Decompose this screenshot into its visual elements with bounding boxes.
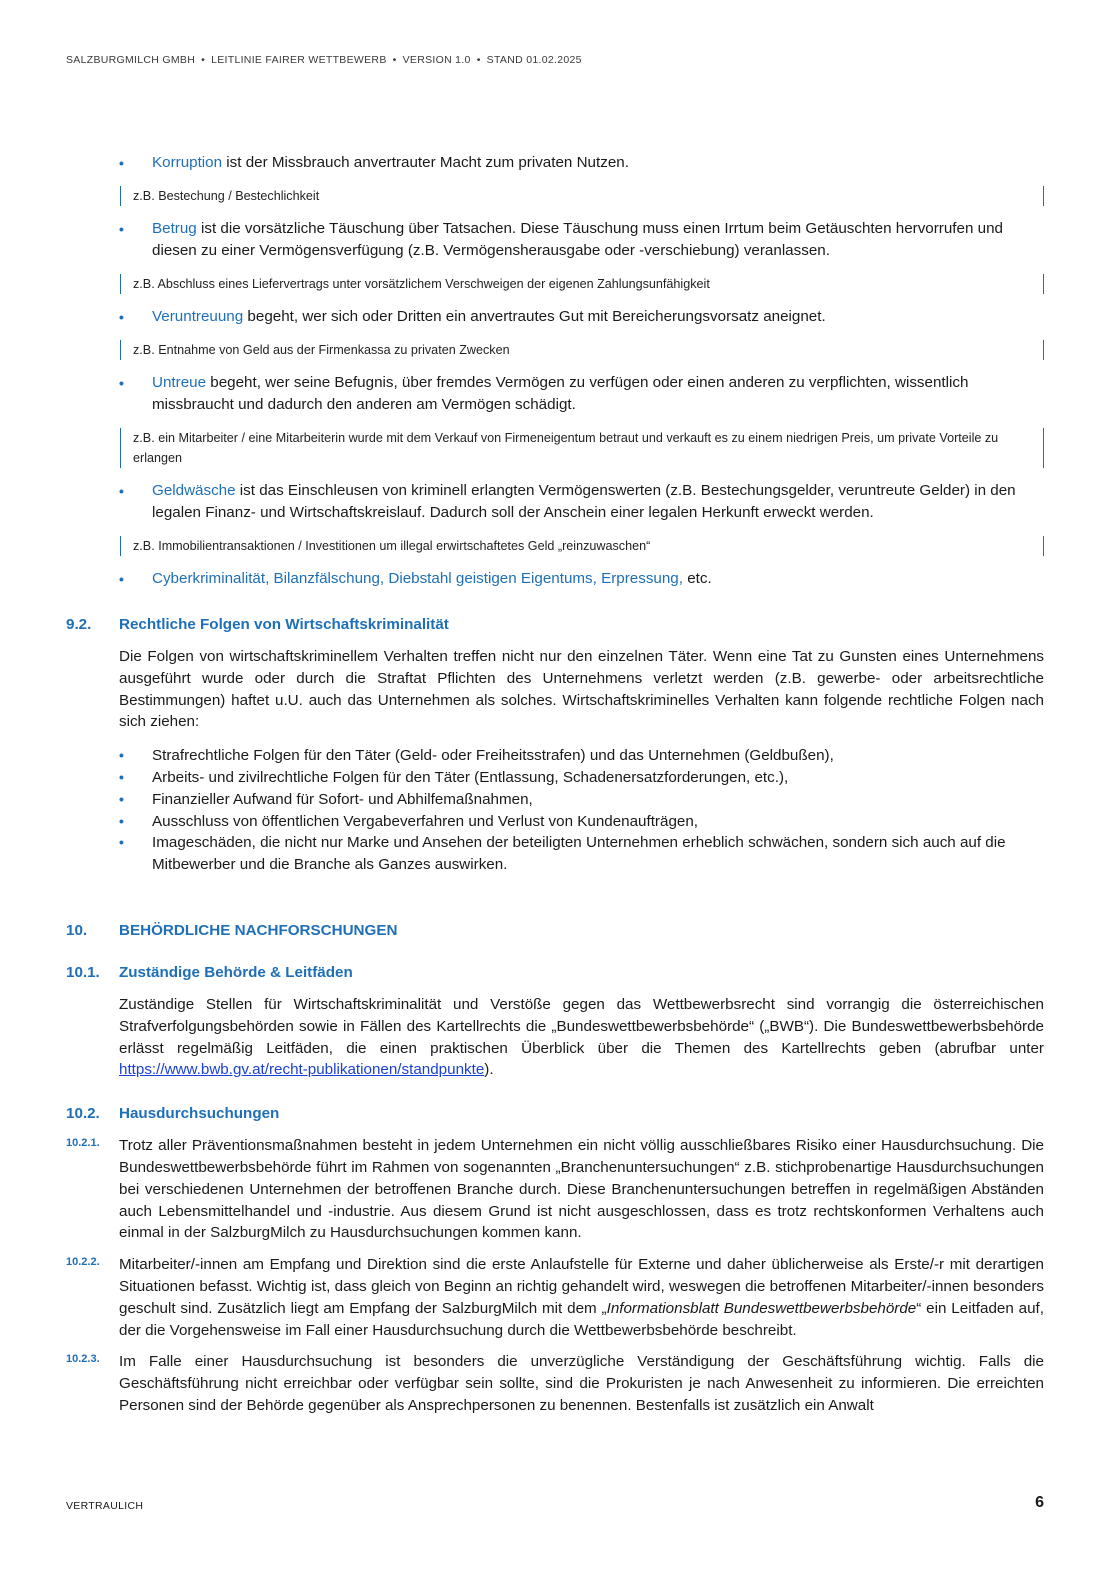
header-document-title: LEITLINIE FAIRER WETTBEWERB <box>211 54 387 66</box>
definition-item: • Geldwäsche ist das Einschleusen von kriminell erlangten Vermögenswerten (z.B. Bestechungsgelder, veruntreute Gelder) in den legalen Finanz- und Wirtschaftskreislauf. Dadurch soll der Anschein einer legalen Herkunft erweckt werden. <box>119 482 1016 521</box>
paragraph-number: 10.2.1. <box>66 1137 100 1150</box>
numbered-paragraph <box>66 1351 1044 1416</box>
example-box: z.B. Immobilientransaktionen / Investitionen um illegal erwirtschaftetes Geld „reinzuwaschen“ <box>120 536 1044 556</box>
paragraph-text: Im Falle einer Hausdurchsuchung ist besonders die unverzügliche Verständigung der Geschäftsführung wichtig. Falls die Geschäftsführung nicht erreichbar oder verfügbar sein sollte, sind die Prokuristen je nach Anwesenheit zu informieren. Die erreichten Personen sind der Behörde gegenüber als Ansprechpersonen zu benennen. Bestenfalls ist zusätzlich ein Anwalt <box>119 1353 1044 1414</box>
example-box: z.B. ein Mitarbeiter / eine Mitarbeiterin wurde mit dem Verkauf von Firmeneigentum betraut und verkauft es zu einem niedrigen Preis, um private Vorteile zu erlangen <box>120 428 1044 468</box>
list-item: • Arbeits- und zivilrechtliche Folgen für den Täter (Entlassung, Schadenersatzforderungen, etc.), <box>66 767 1044 789</box>
bullet-icon: • <box>119 571 124 587</box>
example-box: z.B. Entnahme von Geld aus der Firmenkassa zu privaten Zwecken <box>120 340 1044 360</box>
header-date: STAND 01.02.2025 <box>486 54 582 66</box>
bullet-icon: • <box>119 747 124 764</box>
definition-item: • Korruption ist der Missbrauch anvertrauter Macht zum privaten Nutzen. <box>66 152 1044 174</box>
chapter-heading: 10. BEHÖRDLICHE NACHFORSCHUNGEN <box>66 921 398 939</box>
section-10 <box>66 920 1044 942</box>
section-heading: 9.2. Rechtliche Folgen von Wirtschaftskriminalität <box>66 616 449 633</box>
section-9-2 <box>66 614 1044 876</box>
section-10-1 <box>66 962 1044 1081</box>
page-number: 6 <box>1035 1494 1044 1511</box>
bullet-icon: • <box>119 375 124 391</box>
bwb-standpunkte-link[interactable]: https://www.bwb.gv.at/recht-publikationen/standpunkte <box>119 1061 485 1079</box>
header-version: VERSION 1.0 <box>402 54 471 66</box>
page-content <box>66 152 1044 1417</box>
bullet-icon: • <box>119 155 124 171</box>
section-heading: 10.1. Zuständige Behörde & Leitfäden <box>66 963 353 981</box>
consequences-list <box>66 745 1044 876</box>
numbered-paragraph <box>66 1135 1044 1244</box>
example-box: z.B. Bestechung / Bestechlichkeit <box>120 186 1044 206</box>
definition-item: • Veruntreuung begeht, wer sich oder Dritten ein anvertrautes Gut mit Bereicherungsvorsatz aneignet. <box>66 306 1044 328</box>
bullet-icon: • <box>119 768 124 785</box>
paragraph-text: Mitarbeiter/-innen am Empfang und Direktion sind die erste Anlaufstelle für Externe und daher üblicherweise als Erste/-r mit derartigen Situationen befasst. Wichtig ist, dass gleich von Beginn an richtig gehandelt wird, weswegen die betroffenen Mitarbeiter/-innen besonders geschult sind. Zusätzlich liegt am Empfang der SalzburgMilch mit dem „Informationsblatt Bundeswettbewerbsbehörde“ ein Leitfaden auf, der die Vorgehensweise im Fall einer Hausdurchsuchung durch die Wettbewerbsbehörde beschreibt. <box>119 1256 1044 1339</box>
paragraph-text: Trotz aller Präventionsmaßnahmen besteht in jedem Unternehmen ein nicht völlig ausschließbares Risiko einer Hausdurchsuchung. Die Bundeswettbewerbsbehörde führt im Rahmen von sogenannten „Branchenuntersuchungen“ z.B. stichprobenartige Hausdurchsuchungen bei verschiedenen Unternehmen der betroffenen Branche durch. Diese Branchenuntersuchungen betreffen in regelmäßigen Abständen auch Lebensmittelhandel und -industrie. Aus diesem Grund ist nicht ausgeschlossen, dass es trotz rechtskonformen Verhaltens auch einmal in der SalzburgMilch zu Hausdurchsuchungen kommen kann. <box>119 1137 1044 1242</box>
example-box: z.B. Abschluss eines Liefervertrags unter vorsätzlichem Verschweigen der eigenen Zahlungsunfähigkeit <box>120 274 1044 294</box>
definition-item: • Betrug ist die vorsätzliche Täuschung über Tatsachen. Diese Täuschung muss einen Irrtum beim Getäuschten hervorrufen und diesen zu einer Vermögensverfügung (z.B. Vermögensherausgabe oder -verschiebung) veranlassen. <box>119 220 1003 259</box>
list-item: • Strafrechtliche Folgen für den Täter (Geld- oder Freiheitsstrafen) und das Unternehmen (Geldbußen), <box>66 745 1044 767</box>
paragraph-number: 10.2.2. <box>66 1256 100 1269</box>
numbered-paragraph <box>66 1254 1044 1341</box>
list-item: • Finanzieller Aufwand für Sofort- und Abhilfemaßnahmen, <box>66 789 1044 811</box>
list-item: • Imageschäden, die nicht nur Marke und Ansehen der beteiligten Unternehmen erheblich schwächen, sondern sich auch auf die Mitbewerber und die Branche als Ganzes auswirken. <box>119 834 1006 874</box>
footer-classification: VERTRAULICH <box>66 1500 144 1512</box>
definition-list <box>66 152 1044 590</box>
bullet-icon: • <box>119 221 124 237</box>
definition-item: • Untreue begeht, wer seine Befugnis, über fremdes Vermögen zu verfügen oder einen anderen zu verpflichten, wissentlich missbraucht und dadurch den anderen am Vermögen schädigt. <box>119 374 969 413</box>
header-company: SALZBURGMILCH GMBH <box>66 54 196 66</box>
bullet-icon: • <box>119 483 124 499</box>
bullet-icon: • <box>119 812 124 829</box>
section-paragraph: Zuständige Stellen für Wirtschaftskriminalität und Verstöße gegen das Wettbewerbsrecht sind vorrangig die österreichischen Strafverfolgungsbehörden sowie in Fällen des Kartellrechts die „Bundeswettbewerbsbehörde“ („BWB“). Die Bundeswettbewerbsbehörde erlässt regelmäßig Leitfäden, die einen praktischen Überblick über die Themen des Kartellrechts geben (abrufbar unter https://www.bwb.gv.at/recht-publikationen/standpunkte). <box>119 995 1044 1079</box>
bullet-icon: • <box>119 790 124 807</box>
running-header: SALZBURGMILCH GMBH • LEITLINIE FAIRER WETTBEWERB • VERSION 1.0 • STAND 01.02.2025 <box>66 54 582 66</box>
paragraph-number: 10.2.3. <box>66 1353 100 1366</box>
section-heading: 10.2. Hausdurchsuchungen <box>66 1105 280 1123</box>
bullet-icon: • <box>119 834 124 851</box>
bullet-icon: • <box>119 309 124 325</box>
section-10-2 <box>66 1103 1044 1417</box>
list-item: • Ausschluss von öffentlichen Vergabeverfahren und Verlust von Kundenaufträgen, <box>66 811 1044 833</box>
definition-item: • Cyberkriminalität, Bilanzfälschung, Diebstahl geistigen Eigentums, Erpressung, etc. <box>66 568 1044 590</box>
section-paragraph: Die Folgen von wirtschaftskriminellem Verhalten treffen nicht nur den einzelnen Täter. Wenn eine Tat zu Gunsten eines Unternehmens ausgeführt wurde oder durch die Straftat Pflichten des Unternehmens verletzt werden (z.B. gewerbe- oder arbeitsrechtliche Bestimmungen) haftet u.U. auch das Unternehmen als solches. Wirtschaftskriminelles Verhalten kann folgende rechtliche Folgen nach sich ziehen: <box>119 648 1044 731</box>
